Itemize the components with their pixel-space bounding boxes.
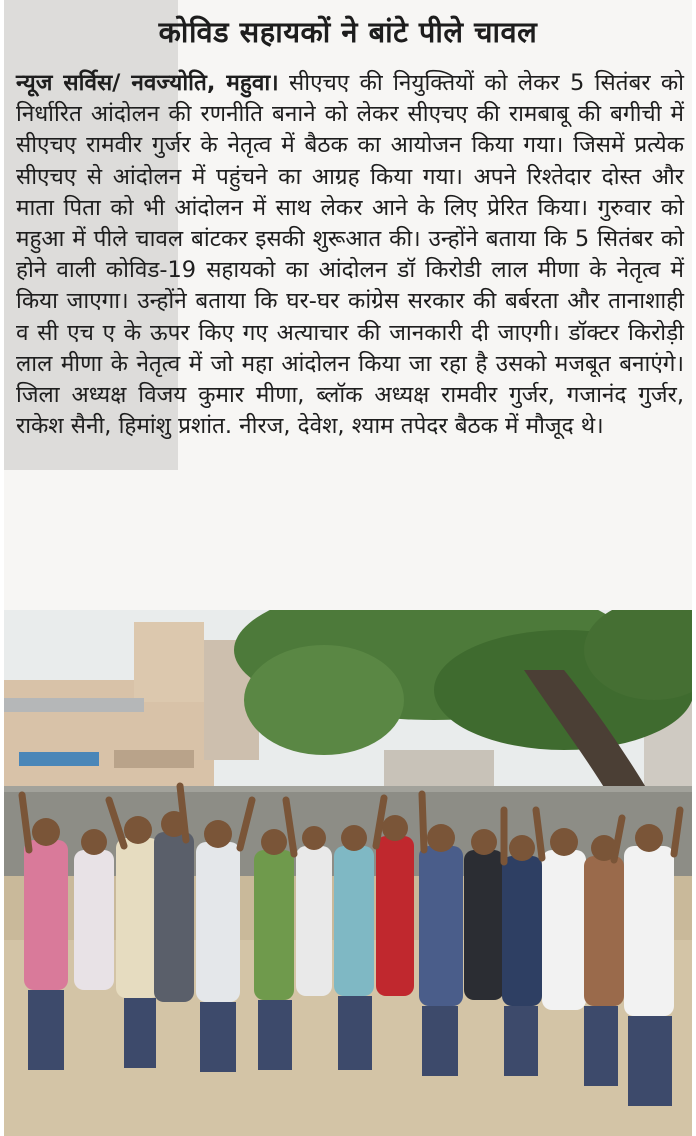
article-text: सीएचए की नियुक्तियों को लेकर 5 सितंबर को निर्धारित आंदोलन की रणनीति बनाने को लेकर सीएचए की रामबाबू की बगीची में सीएचए रामवीर गुर्जर के नेतृत्व में बैठक का आयोजन किया गया। जिसमें प्रत्येक सीएचए से आंदोलन में पहुंचने का आग्रह किया गया। अपने रिश्तेदार दोस्त और माता पिता को भी आंदोलन में साथ लेकर आने के लिए प्रेरित किया। गुरुवार को महुआ में पीले चावल बांटकर इसकी शुरूआत की। उन्होंने बताया कि 5 सितंबर को होने वाली कोविड-19 सहायको का आंदोलन डॉ किरोडी लाल मीणा के नेतृत्व में किया जाएगा। उन्होंने बताया कि घर-घर कांग्रेस सरकार की बर्बरता और तानाशाही व सी एच ए के ऊपर किए गए अत्याचार की जानकारी दी जाएगी। डॉक्टर किरोड़ी लाल मीणा के नेतृत्व में जो महा आंदोलन किया जा रहा है उसको मजबूत बनाएंगे। जिला अध्यक्ष विजय कुमार मीणा, ब्लॉक अध्यक्ष रामवीर गुर्जर, गजानंद गुर्जर, राकेश सैनी, हिमांशु प्रशांत. नीरज, देवेश, श्याम तपेदर बैठक में मौजूद थे।: [16, 70, 684, 440]
headline: कोविड सहायकों ने बांटे पीले चावल: [158, 15, 538, 49]
article-body: [16, 68, 684, 442]
group-photo: [4, 610, 692, 1136]
group-photo-illustration: [4, 610, 692, 1136]
byline: न्यूज सर्विस/ नवज्योति, महुवा।: [16, 70, 279, 96]
